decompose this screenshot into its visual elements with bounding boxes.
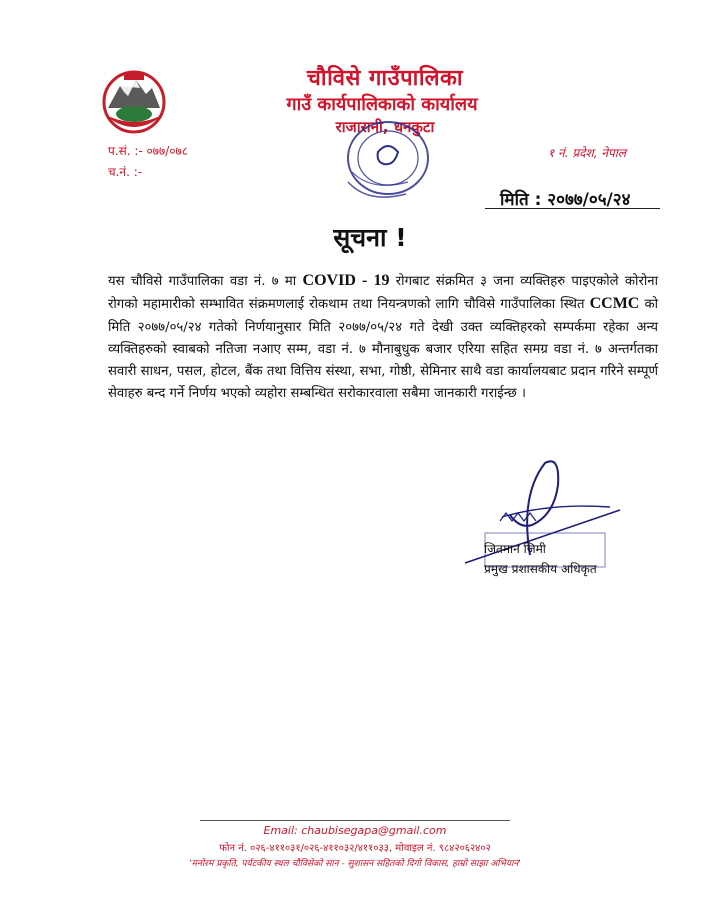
footer-email[interactable]: Email: chaubisegapa@gmail.com bbox=[263, 824, 447, 837]
body-part-3: को मिति २०७७/०५/२४ गतेको निर्णयानुसार मिति २०७७/०५/२४ गते देखी उक्त व्यक्तिहरको सम्पर्कमा रहेका अन्य व्यक्तिहरुको स्वाबको नतिजा नआए सम्म, वडा नं. ७ मौनाबुधुक बजार एरिया सहित समग्र वडा नं. ७ अन्तर्गतका सवारी साधन, पसल, होटल, बैंक तथा वित्तिय संस्था, सभा, गोष्ठी, सेमिनार साथै वडा कार्यालयबाट प्रदान गरिने सम्पूर्ण सेवाहरु बन्द गर्ने निर्णय भएको व्यहोरा सम्बन्धित सरोकारवाला सबैमा जानकारी गराईन्छ । bbox=[108, 297, 658, 402]
nepal-emblem-logo bbox=[98, 64, 170, 136]
dispatch-number: च.नं. :- bbox=[108, 165, 143, 179]
notice-date: मिति : २०७७/०५/२४ bbox=[500, 190, 631, 210]
footer-divider bbox=[200, 820, 510, 821]
notice-body bbox=[108, 270, 658, 406]
signatory-name: जितमान जिमी bbox=[484, 542, 546, 556]
date-underline bbox=[485, 208, 660, 209]
ccmc-term: CCMC bbox=[589, 295, 640, 313]
province-label: १ नं. प्रदेश, नेपाल bbox=[548, 146, 627, 160]
official-stamp bbox=[328, 112, 438, 210]
footer-slogan: 'मनोरम प्रकृति, पर्यटकीय स्थल चौविसेको सान - सुशासन सहितको दिगो विकास, हाम्रो साझा अभियान' bbox=[189, 859, 521, 869]
covid-term: COVID - 19 bbox=[302, 272, 390, 289]
office-location: राजारानी, धनकुटा bbox=[335, 118, 435, 136]
body-part-1: यस चौविसे गाउँपालिका वडा नं. ७ मा bbox=[108, 274, 297, 289]
footer-contacts: फोन नं. ०२६-४११०३१/०२६-४११०३२/४११०३३, मोवाइल नं. ९८४२०६२४०२ bbox=[219, 843, 491, 854]
body-part-2: रोगबाट संक्रमित ३ जना व्यक्तिहरु पाइएकोले कोरोना रोगको महामारीको सम्भावित संक्रमणलाई रोकथाम तथा नियन्त्रणको लागि चौविसे गाउँपालिका स्थित bbox=[108, 274, 658, 313]
letter-number: प.सं. :- ०७७/०७८ bbox=[108, 144, 189, 158]
signatory-designation: प्रमुख प्रशासकीय अधिकृत bbox=[484, 562, 597, 576]
office-name: गाउँ कार्यपालिकाको कार्यालय bbox=[286, 94, 478, 115]
municipality-name: चौविसे गाउँपालिका bbox=[306, 66, 464, 91]
notice-title: सूचना ! bbox=[333, 223, 407, 252]
